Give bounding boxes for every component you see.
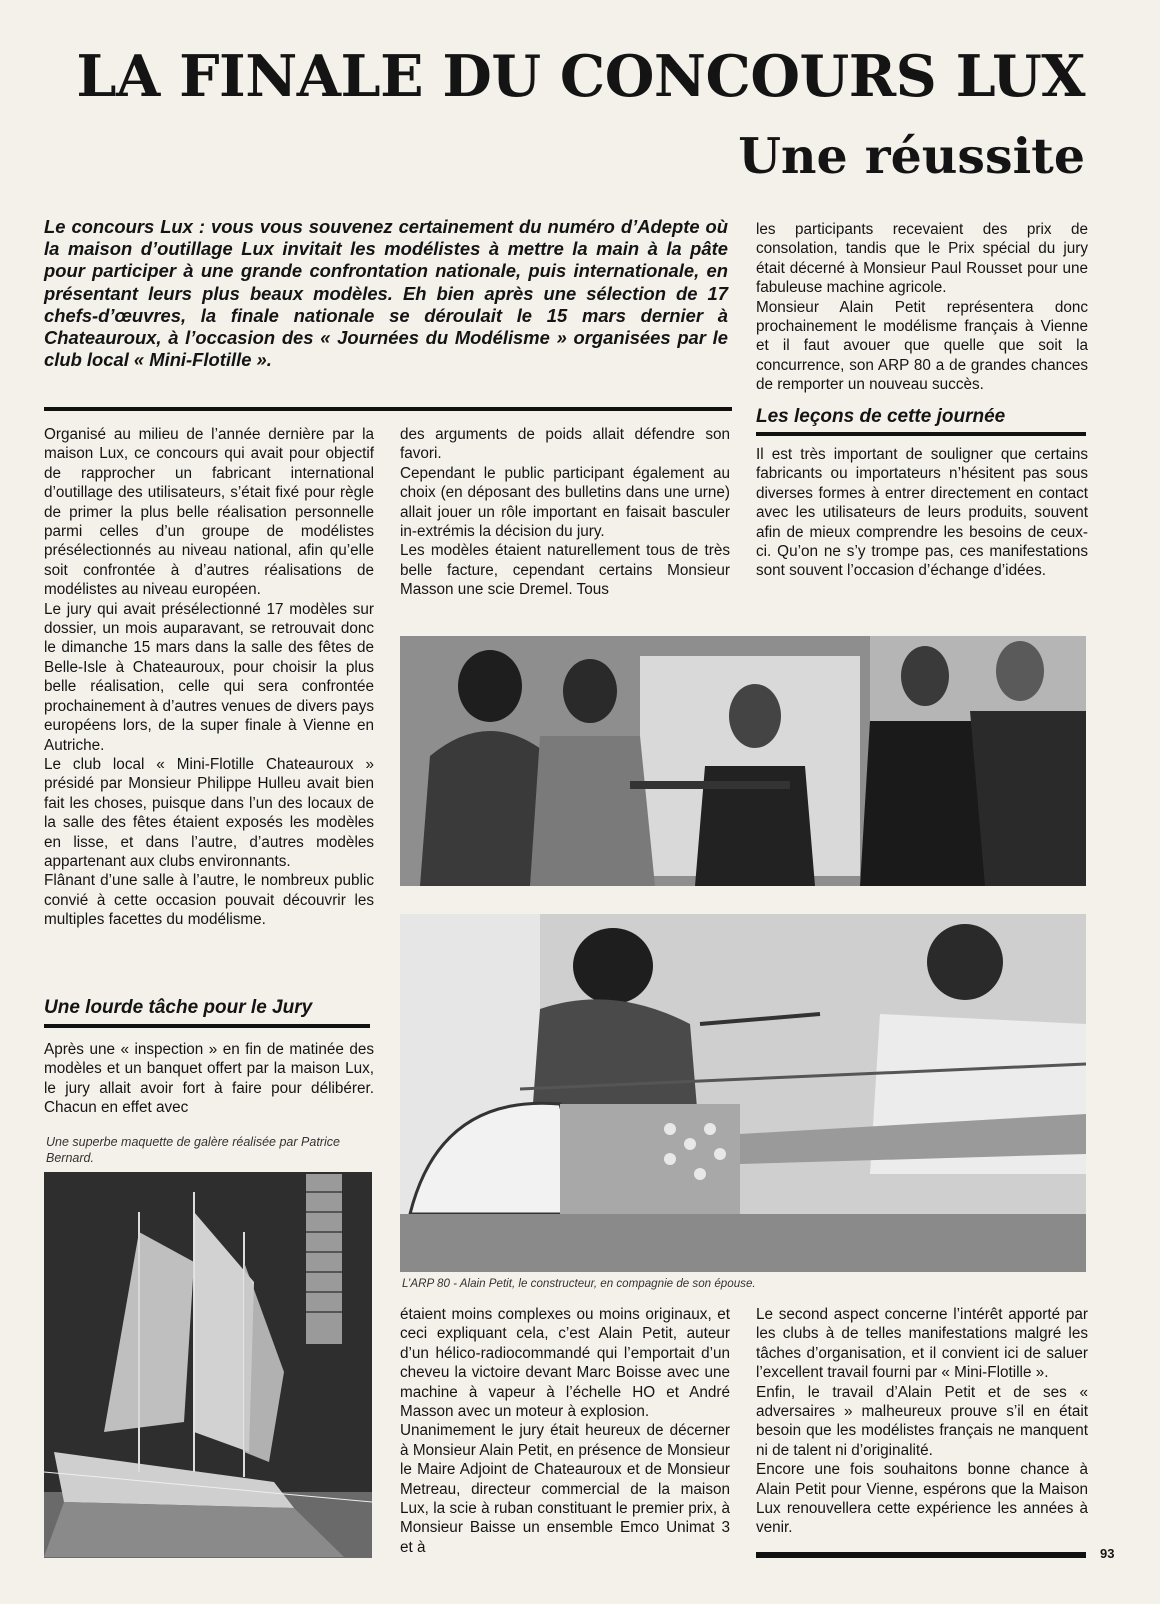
section-heading-lecons: Les leçons de cette journée [756,406,1006,427]
paragraph: Unanimement le jury était heureux de décerner à Monsieur Alain Petit, en présence de Monsieur le Maire Adjoint de Chateauroux et de Monsieur Metreau, directeur commercial de la maison Lux, la scie à ruban constituant le premier prix, à Monsieur Baisse un ensemble Emco Unimat 3 et à [400,1422,730,1556]
helicopter-illustration [400,914,1086,1272]
paragraph: Organisé au milieu de l’année dernière par la maison Lux, ce concours qui avait pour objectif de rapprocher un fabricant international d’outillage des utilisateurs, s’était fixé pour règle de primer la plus belle réalisation personnelle parmi celles d’un groupe de modélistes présélectionnés au niveau national, afin qu’elle soit confrontée à d’autres réalisations de modélistes au niveau européen. [44,426,374,599]
paragraph: des arguments de poids allait défendre son favori. [400,426,730,463]
column-3-continued [756,445,1088,581]
caption-arp: L’ARP 80 - Alain Petit, le constructeur, en compagnie de son épouse. [402,1277,756,1290]
page-title: LA FINALE DU CONCOURS LUX [76,43,1085,110]
paragraph: Le second aspect concerne l’intérêt apporté par les clubs à de telles manifestations malgré les tâches d’organisation, et il convient ici de saluer l’excellent travail fourni par « Mini-Flotille ». [756,1306,1088,1382]
paragraph: Les modèles étaient naturellement tous de très belle facture, cependant certains Monsieur Masson une scie Dremel. Tous [400,542,730,599]
column-1-continued [44,1040,374,1118]
paragraph: Cependant le public participant également au choix (en déposant des bulletins dans une urne) allait jouer un rôle important en faisait basculer in-extrémis la décision du jury. [400,464,730,541]
section-heading-jury: Une lourde tâche pour le Jury [44,997,313,1018]
page-number: 93 [1100,1546,1115,1561]
column-bottom-right [756,1305,1088,1538]
galley-illustration [44,1172,372,1558]
caption-galere: Une superbe maquette de galère réalisée par Patrice Bernard. [46,1135,340,1165]
heading-divider [44,1024,370,1028]
photo-galley-model [44,1172,372,1558]
paragraph: Monsieur Alain Petit représentera donc prochainement le modélisme français à Vienne et il faut avouer que quelle que soit la concurrence, son ARP 80 a de grandes chances de remporter un nouveau succès. [756,298,1088,394]
paragraph: Le club local « Mini-Flotille Chateauroux » présidé par Monsieur Philippe Hulleu avait bien fait les choses, puisque dans l’un des locaux de la salle des fêtes étaient exposés les modèles en lisse, et dans l’autre, d’autres modèles appartenant aux clubs environnants. [44,755,374,870]
paragraph: les participants recevaient des prix de consolation, tandis que le Prix spécial du jury était décerné à Monsieur Paul Rousset pour une fabuleuse machine agricole. [756,221,1088,297]
footer-divider [756,1552,1086,1558]
lede-divider [44,407,732,411]
prize-ceremony-illustration [400,636,1086,886]
paragraph: Après une « inspection » en fin de matinée des modèles et un banquet offert par la maison Lux, le jury allait avoir fort à faire pour délibérer. Chacun en effet avec [44,1041,374,1117]
paragraph: étaient moins complexes ou moins originaux, et ceci expliquant cela, c’est Alain Petit, auteur d’un hélico-radiocommandé qui l’emportait d’un cheveu la victoire devant Marc Boisse avec une machine à vapeur à l’échelle HO et André Masson avec un moteur à explosion. [400,1306,730,1421]
column-bottom-middle [400,1305,730,1557]
column-2 [400,425,730,600]
paragraph: Il est très important de souligner que certains fabricants ou importateurs n’hésitent pas sous diverses formes à entrer directement en contact avec les utilisateurs de leurs produits, souvent afin de mieux comprendre les besoins de ceux-ci. Qu’on ne s’y trompe pas, ces manifestations sont souvent l’occasion d’échange d’idées. [756,446,1088,580]
paragraph: Encore une fois souhaitons bonne chance à Alain Petit pour Vienne, espérons que la Maison Lux renouvellera cette expérience les années à venir. [756,1461,1088,1537]
column-3 [756,220,1088,395]
column-1 [44,425,374,930]
paragraph: Le jury qui avait présélectionné 17 modèles sur dossier, un mois auparavant, se retrouvait donc le dimanche 15 mars dans la salle des fêtes de Belle-Isle à Chateauroux, pour choisir la plus belle réalisation, celle qui sera confrontée prochainement à d’autres venues de divers pays européens lors, de la super finale à Vienne en Autriche. [44,600,374,754]
lede-paragraph: Le concours Lux : vous vous souvenez certainement du numéro d’Adepte où la maison d’outillage Lux invitait les modélistes à mettre la main à la pâte pour participer à une grande confrontation nationale, puis internationale, en présentant leurs plus beaux modèles. Eh bien après une sélection de 17 chefs-d’œuvres, la finale nationale se déroulait le 15 mars dernier à Chateauroux, à l’occasion des « Journées du Modélisme » organisées par le club local « Mini-Flotille ». [44,216,728,371]
photo-arp-80-helicopter [400,914,1086,1272]
photo-prize-ceremony [400,636,1086,886]
paragraph: Enfin, le travail d’Alain Petit et de ses « adversaires » malheureux prouve s’il en était besoin que les modélistes français ne manquent ni de talent ni d’originalité. [756,1383,1088,1459]
heading-divider [756,432,1086,436]
paragraph: Flânant d’une salle à l’autre, le nombreux public convié à cette occasion pouvait découvrir les multiples facettes du modélisme. [44,872,374,929]
page-subtitle: Une réussite [738,127,1085,185]
